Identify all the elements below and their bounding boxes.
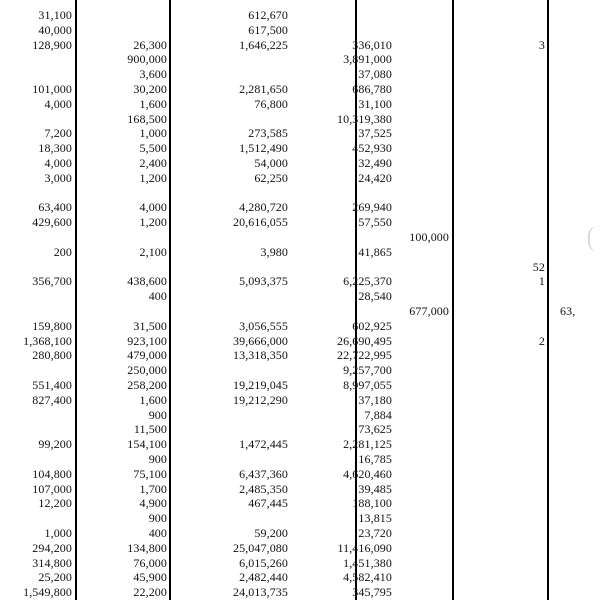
table-cell: 438,600: [127, 274, 167, 289]
table-cell: 11,416,090: [337, 540, 392, 555]
table-cell: 52: [532, 259, 545, 274]
table-cell: 3,056,555: [239, 318, 288, 333]
table-row: [0, 52, 600, 66]
table-cell: 452,930: [352, 141, 392, 156]
table-row: [0, 171, 600, 185]
table-row: [0, 363, 600, 377]
table-cell: 250,000: [127, 363, 167, 378]
table-row: [0, 260, 600, 274]
table-cell: 4,900: [139, 496, 167, 511]
table-cell: 400: [148, 526, 167, 540]
table-cell: 32,490: [358, 156, 392, 170]
table-cell: 63,400: [38, 200, 72, 215]
table-cell: 57,550: [358, 215, 392, 230]
table-row: [0, 230, 600, 244]
table-row: [0, 126, 600, 140]
table-row: [0, 8, 600, 22]
table-cell: 2,100: [139, 244, 167, 259]
table-cell: 54,000: [254, 156, 288, 170]
table-cell: 26,300: [133, 37, 167, 52]
table-cell: 1,600: [139, 96, 167, 111]
table-cell: 22,200: [133, 585, 167, 600]
table-row: [0, 141, 600, 155]
table-cell: 3: [538, 37, 545, 52]
table-cell: 37,525: [358, 126, 392, 141]
table-cell: 3,600: [139, 67, 167, 82]
table-cell: 2,482,440: [239, 570, 288, 585]
table-cell: 134,800: [127, 540, 167, 555]
table-cell: 2,400: [139, 156, 167, 170]
table-cell: 40,000: [38, 22, 72, 37]
table-cell: 73,625: [358, 422, 392, 437]
table-cell: 400: [148, 289, 167, 304]
table-cell: 18,300: [38, 141, 72, 156]
table-cell: 128,900: [32, 37, 72, 52]
table-cell: 1,549,800: [23, 585, 72, 600]
table-row: [0, 215, 600, 229]
table-cell: 99,200: [38, 437, 72, 452]
table-cell: 1,000: [139, 126, 167, 141]
table-row: [0, 467, 600, 481]
table-row: [0, 274, 600, 288]
table-cell: 3,000: [44, 170, 72, 185]
table-cell: 16,785: [358, 452, 392, 466]
table-cell: 314,800: [32, 555, 72, 570]
table-cell: 31,100: [38, 8, 72, 22]
table-cell: 7,200: [44, 126, 72, 141]
table-cell: 1,451,380: [343, 555, 392, 570]
table-row: [0, 289, 600, 303]
table-cell: 23,720: [358, 526, 392, 540]
table-cell: 677,000: [409, 304, 449, 318]
table-cell: 7,884: [364, 407, 392, 422]
table-cell: 45,900: [133, 570, 167, 585]
table-cell: 900: [148, 511, 167, 526]
table-row: [0, 585, 600, 599]
table-cell: 11,500: [133, 422, 167, 437]
table-cell: 3,891,000: [343, 52, 392, 67]
table-cell: 101,000: [32, 82, 72, 96]
table-row: [0, 482, 600, 496]
table-cell: 1,600: [139, 392, 167, 407]
table-cell: 37,080: [358, 67, 392, 82]
table-cell: 429,600: [32, 215, 72, 230]
table-cell: 39,485: [358, 481, 392, 496]
table-cell: 1,512,490: [239, 141, 288, 156]
table-cell: 41,865: [358, 244, 392, 259]
table-row: [0, 112, 600, 126]
table-cell: 2,485,350: [239, 481, 288, 496]
table-cell: 258,200: [127, 378, 167, 392]
table-cell: 39,666,000: [233, 333, 288, 348]
table-cell: 479,000: [127, 348, 167, 363]
table-cell: 8,997,055: [343, 378, 392, 392]
table-cell: 13,318,350: [233, 348, 288, 363]
table-cell: 62,250: [254, 170, 288, 185]
table-cell: 63,: [560, 304, 576, 318]
table-cell: 617,500: [248, 22, 288, 37]
table-cell: 19,212,290: [233, 392, 288, 407]
table-cell: 294,200: [32, 540, 72, 555]
table-row: [0, 422, 600, 436]
table-cell: 345,795: [352, 585, 392, 600]
table-cell: 4,280,720: [239, 200, 288, 215]
table-cell: 76,000: [133, 555, 167, 570]
table-cell: 1,472,445: [239, 437, 288, 452]
table-row: [0, 496, 600, 510]
table-row: [0, 334, 600, 348]
table-row: [0, 156, 600, 170]
table-cell: 24,013,735: [233, 585, 288, 600]
table-cell: 467,445: [248, 496, 288, 511]
table-cell: 356,700: [32, 274, 72, 289]
table-cell: 1,000: [44, 526, 72, 540]
table-row: [0, 304, 600, 318]
table-row: [0, 186, 600, 200]
table-row: [0, 319, 600, 333]
table-cell: 4,582,410: [343, 570, 392, 585]
table-row: [0, 38, 600, 52]
table-cell: 602,925: [352, 318, 392, 333]
table-cell: 1,646,225: [239, 37, 288, 52]
table-cell: 10,319,380: [337, 111, 392, 126]
table-cell: 12,200: [38, 496, 72, 511]
table-cell: 900: [148, 452, 167, 466]
table-cell: 900: [148, 407, 167, 422]
table-cell: 168,500: [127, 111, 167, 126]
table-cell: 159,800: [32, 318, 72, 333]
table-cell: 19,219,045: [233, 378, 288, 392]
table-cell: 13,815: [358, 511, 392, 526]
table-cell: 923,100: [127, 333, 167, 348]
table-cell: 269,940: [352, 200, 392, 215]
table-cell: 4,000: [44, 156, 72, 170]
table-cell: 31,100: [358, 96, 392, 111]
table-row: [0, 511, 600, 525]
table-cell: 280,800: [32, 348, 72, 363]
table-cell: 900,000: [127, 52, 167, 67]
table-row: [0, 67, 600, 81]
table-cell: 31,500: [133, 318, 167, 333]
table-cell: 4,000: [44, 96, 72, 111]
table-row: [0, 570, 600, 584]
table-cell: 6,437,360: [239, 466, 288, 481]
table-cell: 20,616,055: [233, 215, 288, 230]
table-row: [0, 348, 600, 362]
table-row: [0, 437, 600, 451]
table-cell: 1: [538, 274, 545, 289]
table-cell: 76,800: [254, 96, 288, 111]
table-row: [0, 541, 600, 555]
table-cell: 3,980: [260, 244, 288, 259]
table-row: [0, 556, 600, 570]
table-cell: 612,670: [248, 8, 288, 22]
table-row: [0, 526, 600, 540]
table-row: [0, 452, 600, 466]
table-cell: 25,047,080: [233, 540, 288, 555]
table-cell: 24,420: [358, 170, 392, 185]
table-cell: 104,800: [32, 466, 72, 481]
table-cell: 686,780: [352, 82, 392, 96]
table-row: [0, 200, 600, 214]
table-cell: 26,690,495: [337, 333, 392, 348]
table-cell: 2: [538, 333, 545, 348]
table-cell: 1,200: [139, 215, 167, 230]
table-cell: 22,722,995: [337, 348, 392, 363]
table-cell: 2,281,125: [343, 437, 392, 452]
table-cell: 9,257,700: [343, 363, 392, 378]
table-row: [0, 408, 600, 422]
table-cell: 5,093,375: [239, 274, 288, 289]
table-cell: 6,225,370: [343, 274, 392, 289]
table-cell: 5,500: [139, 141, 167, 156]
table-cell: 75,100: [133, 466, 167, 481]
table-cell: 188,100: [352, 496, 392, 511]
table-row: [0, 393, 600, 407]
table-row: [0, 378, 600, 392]
table-cell: 336,010: [352, 37, 392, 52]
table-row: [0, 23, 600, 37]
table-cell: 4,620,460: [343, 466, 392, 481]
table-cell: 827,400: [32, 392, 72, 407]
table-cell: 59,200: [254, 526, 288, 540]
table-cell: 1,368,100: [23, 333, 72, 348]
table-cell: 6,015,260: [239, 555, 288, 570]
table-cell: 2,281,650: [239, 82, 288, 96]
table-cell: 107,000: [32, 481, 72, 496]
table-cell: 25,200: [38, 570, 72, 585]
table-row: [0, 82, 600, 96]
table-cell: 28,540: [358, 289, 392, 304]
table-cell: 200: [53, 244, 72, 259]
table-cell: 1,700: [139, 481, 167, 496]
table-row: [0, 97, 600, 111]
table-cell: 273,585: [248, 126, 288, 141]
table-cell: 154,100: [127, 437, 167, 452]
table-cell: 551,400: [32, 378, 72, 392]
table-cell: 4,000: [139, 200, 167, 215]
table-cell: 100,000: [409, 230, 449, 244]
table-row: [0, 245, 600, 259]
table-cell: 37,180: [358, 392, 392, 407]
table-cell: 1,200: [139, 170, 167, 185]
table-cell: 30,200: [133, 82, 167, 96]
